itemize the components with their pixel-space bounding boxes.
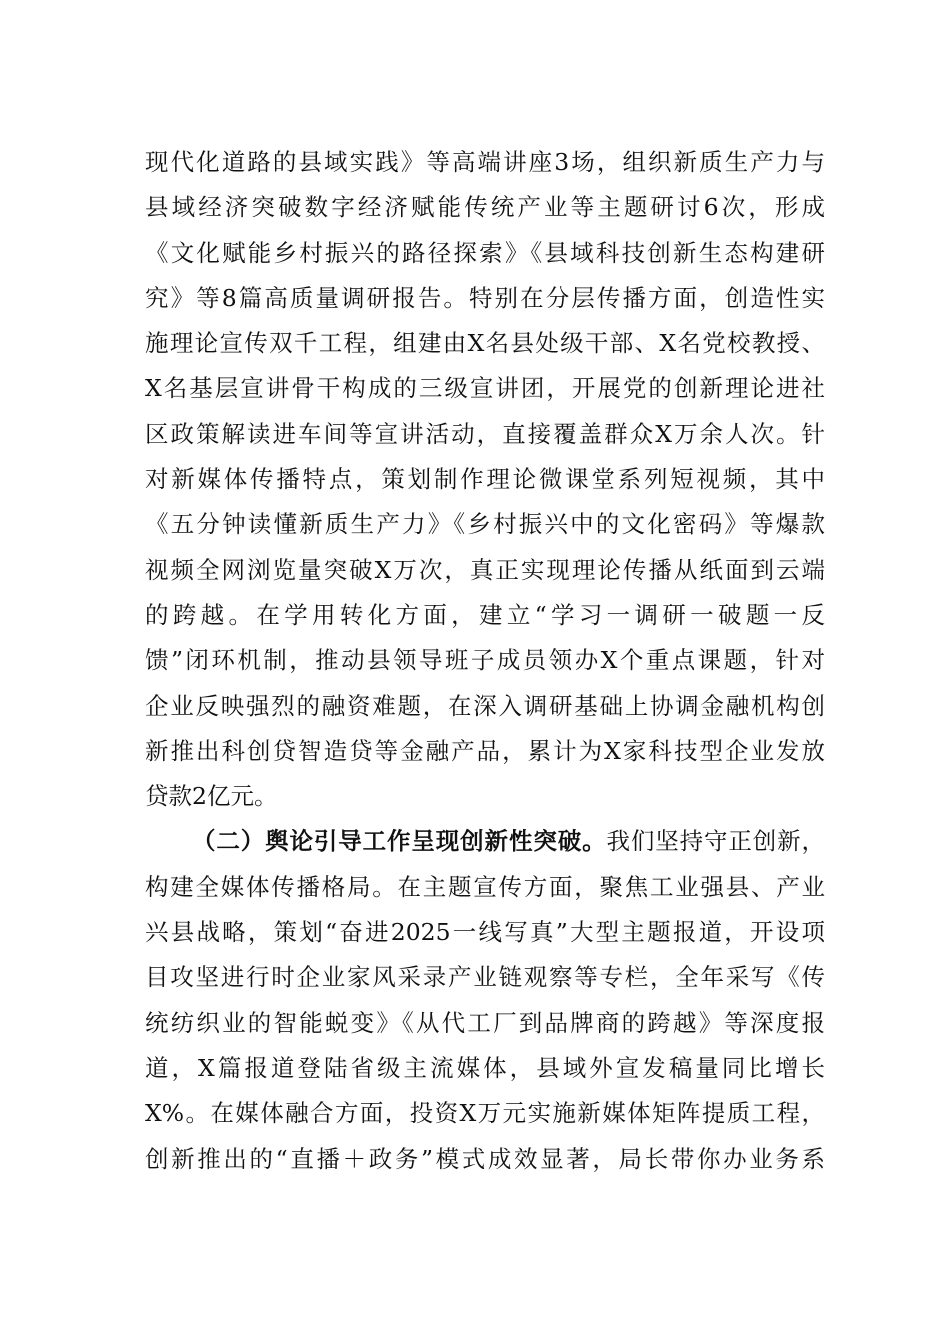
paragraph-line: 构建全媒体传播格局。在主题宣传方面，聚焦工业强县、产业 (145, 872, 825, 901)
paragraph-line: 创新推出的“直播＋政务”模式成效显著，局长带你办业务系 (145, 1144, 825, 1173)
paragraph-line: 统纺织业的智能蜕变》《从代工厂到品牌商的跨越》等深度报 (145, 1008, 825, 1037)
section-heading: （二）舆论引导工作呈现创新性突破。 (192, 827, 607, 856)
paragraph-text: 我们坚持守正创新， (606, 827, 826, 856)
paragraph-line: 县域经济突破数字经济赋能传统产业等主题研讨6次，形成 (145, 193, 825, 222)
paragraph-line: 兴县战略，策划“奋进2025一线写真”大型主题报道，开设项 (145, 918, 825, 947)
paragraph-line: 《文化赋能乡村振兴的路径探索》《县域科技创新生态构建研 (145, 238, 825, 267)
paragraph-line: 究》等8篇高质量调研报告。特别在分层传播方面，创造性实 (145, 283, 825, 312)
paragraph-line: 的跨越。在学用转化方面，建立“学习一调研一破题一反 (145, 600, 825, 629)
paragraph-line: X%。在媒体融合方面，投资X万元实施新媒体矩阵提质工程， (145, 1099, 825, 1128)
paragraph-line: 施理论宣传双千工程，组建由X名县处级干部、X名党校教授、 (145, 329, 825, 358)
paragraph-line: 视频全网浏览量突破X万次，真正实现理论传播从纸面到云端 (145, 555, 825, 584)
paragraph-line: 目攻坚进行时企业家风采录产业链观察等专栏，全年采写《传 (145, 963, 825, 992)
paragraph-line: 企业反映强烈的融资难题，在深入调研基础上协调金融机构创 (145, 691, 825, 720)
paragraph-line: 馈”闭环机制，推动县领导班子成员领办X个重点课题，针对 (145, 646, 825, 675)
paragraph-line: 区政策解读进车间等宣讲活动，直接覆盖群众X万余人次。针 (145, 419, 825, 448)
body-text (145, 140, 825, 1182)
paragraph-line: 贷款2亿元。 (145, 782, 278, 811)
paragraph-line: 新推出科创贷智造贷等金融产品，累计为X家科技型企业发放 (145, 736, 825, 765)
section-heading-line (145, 819, 825, 864)
paragraph-line: 道，X篇报道登陆省级主流媒体，县域外宣发稿量同比增长 (145, 1053, 825, 1082)
paragraph-line: 对新媒体传播特点，策划制作理论微课堂系列短视频，其中 (145, 465, 825, 494)
paragraph-line: X名基层宣讲骨干构成的三级宣讲团，开展党的创新理论进社 (145, 374, 825, 403)
paragraph-line: 《五分钟读懂新质生产力》《乡村振兴中的文化密码》等爆款 (145, 510, 825, 539)
paragraph-line: 现代化道路的县域实践》等高端讲座3场，组织新质生产力与 (145, 148, 825, 176)
